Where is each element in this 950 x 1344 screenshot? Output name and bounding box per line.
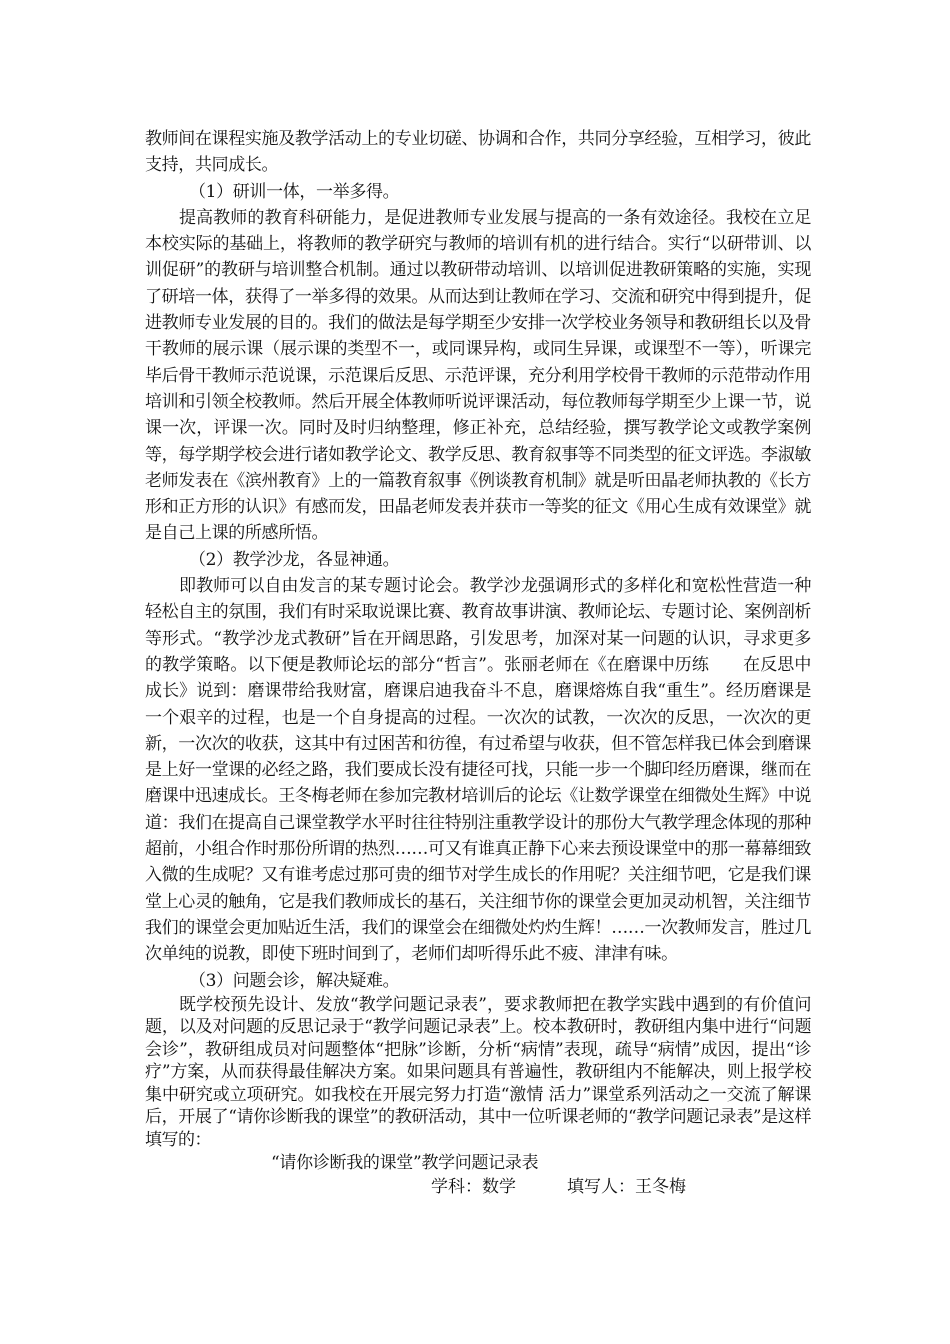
- paragraph-problem-diagnosis: 既学校预先设计、发放“教学问题记录表”，要求教师把在教学实践中遇到的有价值问题，以及对问题的反思记录于“教学问题记录表”上。校本教研时，教研组内集中进行“问题会诊”，教研组成员对问题整体“把脉”诊断，分析“病情”表现，疏导“病情”成因，提出“诊疗”方案，从而获得最佳解决方案。如果问题具有普遍性，教研组内不能解决，则上报学校集中研究或立项研究。如我校在开展完努力打造“激情 活力”课堂系列活动之一交流了解课后，开展了“请你诊断我的课堂”的教研活动，其中一位听课老师的“教学问题记录表”是这样填写的：: [145, 994, 811, 1150]
- paragraph-teaching-salon: 即教师可以自由发言的某专题讨论会。教学沙龙强调形式的多样化和宽松性营造一种轻松自主的氛围，我们有时采取说课比赛、教育故事讲演、教师论坛、专题讨论、案例剖析等形式。“教学沙龙式教研”旨在开阔思路，引发思考，加深对某一问题的认识，寻求更多的教学策略。以下便是教师论坛的部分“哲言”。张丽老师在《在磨课中历练 在反思中成长》说到：磨课带给我财富，磨课启迪我奋斗不息，磨课熔炼自我“重生”。经历磨课是一个艰辛的过程，也是一个自身提高的过程。一次次的试教，一次次的反思，一次次的更新，一次次的收获，这其中有过困苦和彷徨，有过希望与收获，但不管怎样我已体会到磨课是上好一堂课的必经之路，我们要成长没有捷径可找，只能一步一个脚印经历磨课，继而在磨课中迅速成长。王冬梅老师在参加完教材培训后的论坛《让数学课堂在细微处生辉》中说道：我们在提高自己课堂教学水平时往往特别注重教学设计的那份大气教学理念体现的那种超前，小组合作时那份所谓的热烈……可又有谁真正静下心来去预设课堂中的那一幕幕细致入微的生成呢？又有谁考虑过那可贵的细节对学生成长的作用呢？关注细节吧，它是我们课堂上心灵的触角，它是我们教师成长的基石，关注细节你的课堂会更加灵动机智，关注细节我们的课堂会更加贴近生活，我们的课堂会在细微处灼灼生辉！……一次教师发言，胜过几次单纯的说教，即使下班时间到了，老师们却听得乐此不疲、津津有味。: [145, 576, 811, 965]
- section-heading-3: （3）问题会诊，解决疑难。: [189, 970, 400, 991]
- paragraph-research-training: 提高教师的教育科研能力，是促进教师专业发展与提高的一条有效途径。我校在立足本校实际的基础上，将教师的教学研究与教师的培训有机的进行结合。实行“以研带训、以训促研”的教研与培训整合机制。通过以教研带动培训、以培训促进教研策略的实施，实现了研培一体，获得了一举多得的效果。从而达到让教师在学习、交流和研究中得到提升，促进教师专业发展的目的。我们的做法是每学期至少安排一次学校业务领导和教研组长以及骨干教师的展示课（展示课的类型不一，或同课异构，或同生异课，或课型不一等），听课完毕后骨干教师示范说课，示范课后反思、示范评课，充分利用学校骨干教师的示范带动作用培训和引领全校教师。然后开展全体教师听说评课活动，每位教师每学期至少上课一节，说课一次，评课一次。同时及时归纳整理，修正补充，总结经验，撰写教学论文或教学案例等，每学期学校会进行诸如教学论文、教学反思、教育叙事等不同类型的征文评选。李淑敏老师发表在《滨州教育》上的一篇教育叙事《例谈教育机制》就是听田晶老师执教的《长方形和正方形的认识》有感而发，田晶老师发表并获市一等奖的征文《用心生成有效课堂》就是自己上课的所感所悟。: [145, 207, 811, 544]
- record-table-title: “请你诊断我的课堂”教学问题记录表: [271, 1153, 539, 1174]
- record-table-meta: 学科：数学 填写人：王冬梅: [431, 1177, 686, 1198]
- document-page: [145, 126, 811, 1199]
- section-heading-2: （2）教学沙龙，各显神通。: [189, 549, 400, 570]
- section-heading-1: （1）研训一体，一举多得。: [189, 181, 400, 202]
- paragraph-intro: 教师间在课程实施及教学活动上的专业切磋、协调和合作，共同分享经验，互相学习，彼此支持，共同成长。: [145, 129, 811, 176]
